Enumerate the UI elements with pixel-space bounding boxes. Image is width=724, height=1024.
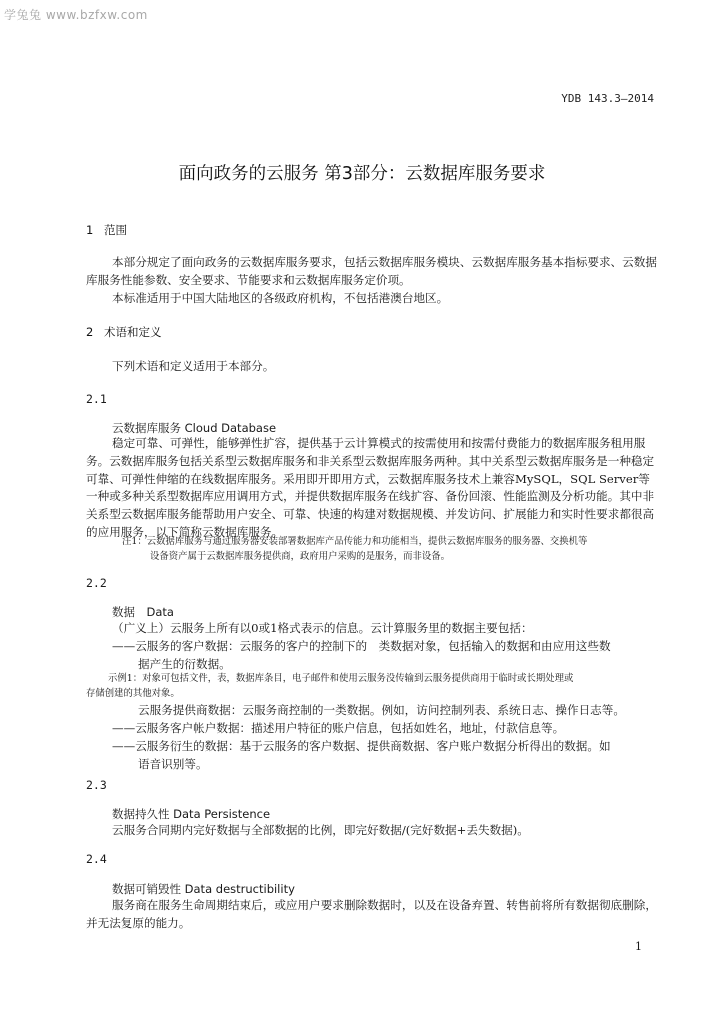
list-item-text-continued: 语音识别等。 <box>138 756 208 771</box>
term-data-persistence: 数据持久性 Data Persistence <box>112 807 271 821</box>
list-item-text-continued: 据产生的衍数据。 <box>138 656 231 671</box>
subsection-2-3-number: 2.3 <box>86 778 107 792</box>
note-text: 云数据库服务与通过服务器安装部署数据库产品传能力和功能相当，提供云数据库服务的服务器、交换机等 <box>146 536 588 547</box>
section-1-heading <box>86 222 658 238</box>
list-item-account-data: ——云服务客户帐户数据：描述用户特征的账户信息，包括如姓名，地址，付款信息等。 <box>112 721 565 735</box>
list-item-customer-data <box>86 638 684 674</box>
section-2-intro: 下列术语和定义适用于本部分。 <box>112 359 275 373</box>
section-2-heading <box>86 324 658 340</box>
definition-data-destructibility: 服务商在服务生命周期结束后，或应用户要求删除数据时，以及在设备弃置、转售前将所有数据彻底删除，并无法复原的能力。 <box>86 898 657 930</box>
term-data: 数据 Data <box>112 605 174 619</box>
document-title: 面向政务的云服务 第3部分：云数据库服务要求 <box>178 164 546 184</box>
subsection-2-1-number: 2.1 <box>86 392 107 406</box>
example-text-continued: 存储创建的其他对象。 <box>86 687 180 699</box>
list-item-derived-data <box>86 738 684 774</box>
section-number: 2 <box>86 325 94 339</box>
section-number: 1 <box>86 223 94 237</box>
definition-data: （广义上）云服务上所有以0或1格式表示的信息。云计算服务里的数据主要包括： <box>112 621 533 635</box>
note-label: 注1： <box>122 536 147 547</box>
example-1 <box>86 672 658 701</box>
definition-data-persistence: 云服务合同期内完好数据与全部数据的比例，即完好数据/(完好数据+丢失数据)。 <box>112 823 529 837</box>
example-label: 示例1： <box>108 673 143 684</box>
note-1 <box>86 535 694 564</box>
subsection-2-2-number: 2.2 <box>86 576 107 590</box>
definition-cloud-database: 稳定可靠、可弹性，能够弹性扩容，提供基于云计算模式的按需使用和按需付费能力的数据库服务租用服务。云数据库服务包括关系型云数据库服务和非关系型云数据库服务两种。其中关系型云数据库服务是一种稳定可靠、可弹性伸缩的在线数据库服务。采用即开即用方式，云数据库服务技术上兼容MySQL，SQL Server等一种或多种关系型数据库应用调用方式，并提供数据库服务在线扩容、备份回滚、性能监测及分析功能。其中非关系型云数据库服务能帮助用户安全、可靠、快速的构建对数据规模、并发访问、扩展能力和实时性要求都很高的应用服务，以下简称云数据库服务。 <box>86 436 655 539</box>
example-text: 对象可包括文件，表，数据库条目，电子邮件和使用云服务没传输到云服务提供商用于临时或长期处理或 <box>142 673 574 684</box>
section-1-paragraph-2: 本标准适用于中国大陆地区的各级政府机构，不包括港澳台地区。 <box>112 291 449 305</box>
watermark: 学兔兔 www.bzfxw.com <box>4 8 148 22</box>
page-number: 1 <box>635 940 642 953</box>
list-item-text: ——云服务衍生的数据：基于云服务的客户数据、提供商数据、客户账户数据分析得出的数据。如 <box>112 739 611 753</box>
section-title: 术语和定义 <box>104 325 162 339</box>
section-title: 范围 <box>104 223 127 237</box>
standard-code: YDB 143.3—2014 <box>561 92 654 105</box>
term-data-destructibility: 数据可销毁性 Data destructibility <box>112 882 295 896</box>
list-item-provider-data: 云服务提供商数据：云服务商控制的一类数据。例如，访问控制列表、系统日志、操作日志等。 <box>138 703 625 717</box>
list-item-text: ——云服务的客户数据：云服务的客户的控制下的 类数据对象，包括输入的数据和由应用这些数 <box>112 639 611 653</box>
term-cloud-database: 云数据库服务 Cloud Database <box>112 421 277 435</box>
subsection-2-4-number: 2.4 <box>86 852 107 866</box>
section-1-paragraph-1: 本部分规定了面向政务的云数据库服务要求，包括云数据库服务模块、云数据库服务基本指标要求、云数据库服务性能参数、安全要求、节能要求和云数据库服务定价项。 <box>86 255 657 287</box>
note-text-continued: 设备资产属于云数据库服务提供商，政府用户采购的是服务，而非设备。 <box>150 550 451 562</box>
